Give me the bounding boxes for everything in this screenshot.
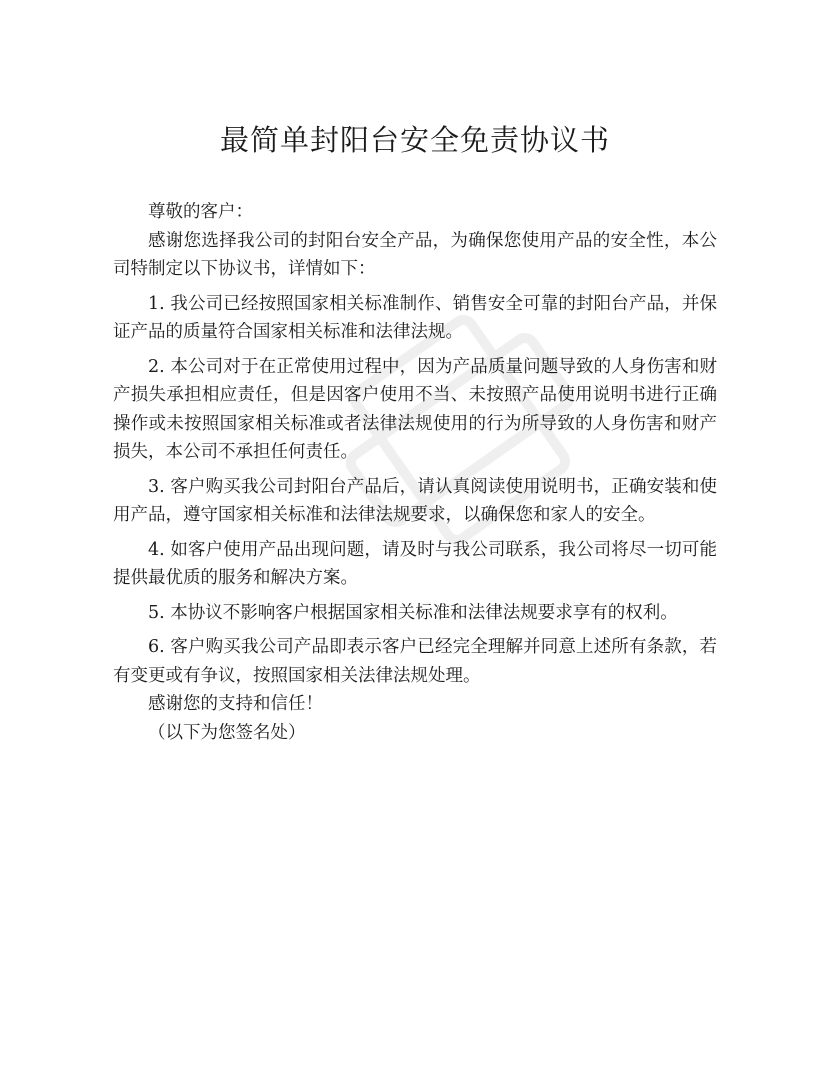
intro-paragraph: 感谢您选择我公司的封阳台安全产品，为确保您使用产品的安全性，本公司特制定以下协议书，详情如下： — [113, 230, 717, 279]
document-body — [113, 198, 717, 747]
greeting: 尊敬的客户： — [148, 202, 253, 222]
document-title: 最简单封阳台安全免责协议书 — [219, 123, 610, 157]
clause-1: 1. 我公司已经按照国家相关标准制作、销售安全可靠的封阳台产品，并保证产品的质量符合国家相关标准和法律法规。 — [113, 293, 717, 342]
closing-line: 感谢您的支持和信任！ — [148, 694, 323, 714]
clause-4: 4. 如客户使用产品出现问题，请及时与我公司联系，我公司将尽一切可能提供最优质的服务和解决方案。 — [113, 539, 717, 588]
clause-3: 3. 客户购买我公司封阳台产品后，请认真阅读使用说明书，正确安装和使用产品，遵守国家相关标准和法律法规要求，以确保您和家人的安全。 — [113, 476, 717, 525]
clause-5: 5. 本协议不影响客户根据国家相关标准和法律法规要求享有的权利。 — [148, 602, 678, 623]
clause-6: 6. 客户购买我公司产品即表示客户已经完全理解并同意上述所有条款，若有变更或有争议，按照国家相关法律法规处理。 — [113, 637, 717, 686]
clause-2: 2. 本公司对于在正常使用过程中，因为产品质量问题导致的人身伤害和财产损失承担相应责任，但是因客户使用不当、未按照产品使用说明书进行正确操作或未按照国家相关标准或者法律法规使用的行为所导致的人身伤害和财产损失，本公司不承担任何责任。 — [113, 356, 717, 462]
signature-note: （以下为您签名处） — [148, 722, 306, 743]
